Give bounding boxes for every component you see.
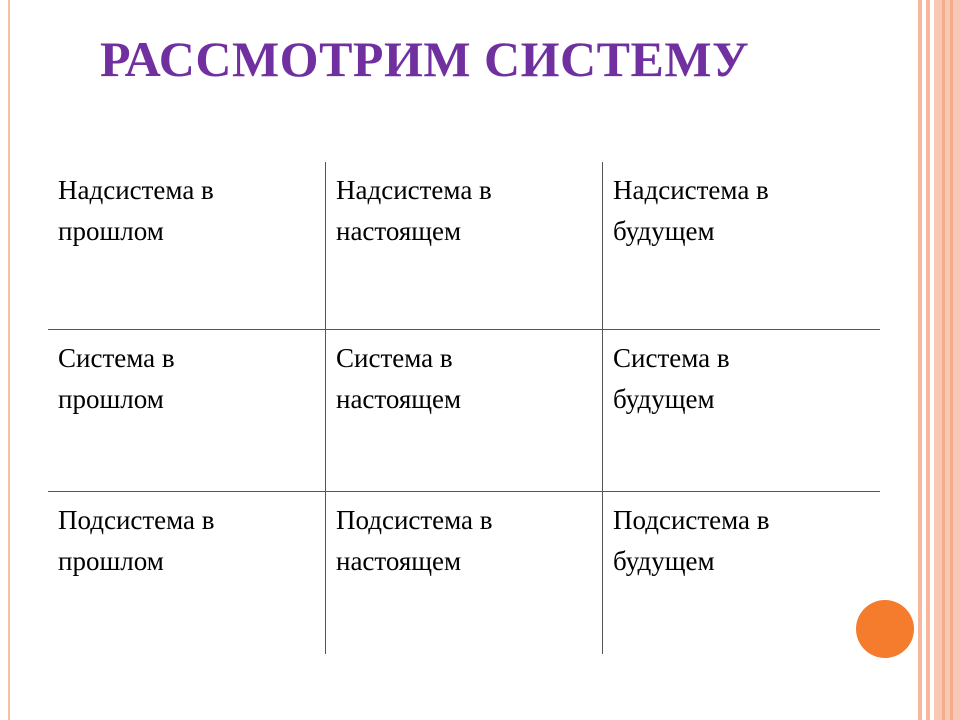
cell-line: Система в: [613, 343, 730, 373]
cell-line: будущем: [613, 384, 715, 414]
system-table: [48, 162, 880, 654]
slide-title: РАССМОТРИМ СИСТЕМУ: [100, 31, 750, 87]
decorative-stripe: [918, 0, 922, 720]
orange-circle-icon: [856, 600, 914, 658]
cell-line: настоящем: [336, 546, 462, 576]
cell-line: настоящем: [336, 216, 462, 246]
cell-line: настоящем: [336, 384, 462, 414]
cell-line: Надсистема в: [613, 175, 769, 205]
table-cell: [48, 162, 325, 329]
table-cell: [325, 491, 602, 654]
cell-line: Система в: [336, 343, 453, 373]
table-cell: [325, 329, 602, 491]
table-cell: [48, 329, 325, 491]
decorative-stripe: [942, 0, 945, 720]
cell-line: Подсистема в: [336, 505, 493, 535]
left-border-line: [8, 0, 10, 720]
decorative-stripe: [926, 0, 930, 720]
cell-line: будущем: [613, 216, 715, 246]
table-cell: [602, 162, 880, 329]
cell-line: Подсистема в: [58, 505, 215, 535]
decorative-stripe: [934, 0, 960, 720]
table-cell: [602, 491, 880, 654]
cell-line: Надсистема в: [58, 175, 214, 205]
decorative-stripe: [950, 0, 953, 720]
table-cell: [48, 491, 325, 654]
table-cell: [325, 162, 602, 329]
cell-line: Система в: [58, 343, 175, 373]
cell-line: будущем: [613, 546, 715, 576]
cell-line: прошлом: [58, 216, 164, 246]
cell-line: Подсистема в: [613, 505, 770, 535]
cell-line: прошлом: [58, 384, 164, 414]
cell-line: прошлом: [58, 546, 164, 576]
cell-line: Надсистема в: [336, 175, 492, 205]
table-cell: [602, 329, 880, 491]
